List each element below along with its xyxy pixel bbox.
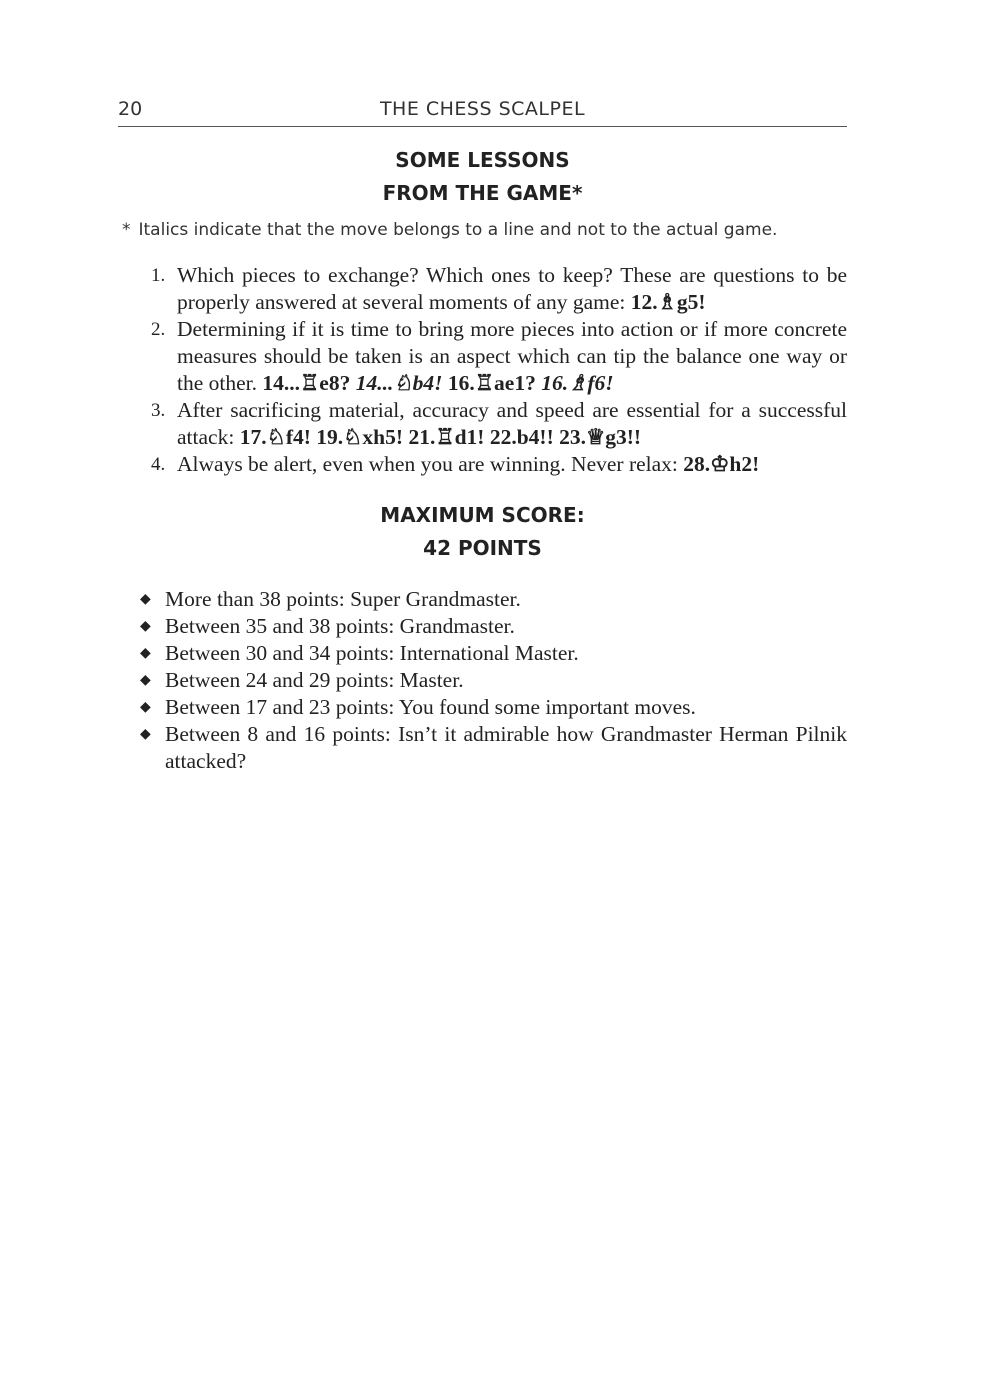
page-number: 20: [118, 98, 143, 120]
chess-move: 28.♔h2!: [683, 452, 760, 476]
chess-move: 17.♘f4!: [239, 425, 311, 449]
lesson-number: 4.: [151, 454, 166, 475]
running-header: [118, 96, 847, 127]
score-text: Between 8 and 16 points: Isn’t it admirable how Grandmaster Herman Pilnik attacked?: [165, 722, 847, 773]
chess-move: 14...♖e8?: [262, 371, 351, 395]
score-item: [118, 667, 847, 694]
chess-move: 16.♖ae1?: [447, 371, 536, 395]
chess-move-variation: 14...♘b4!: [355, 371, 443, 395]
score-heading: [118, 499, 847, 565]
lesson-number: 2.: [151, 319, 166, 340]
lesson-number: 1.: [151, 265, 166, 286]
score-heading-line1: MAXIMUM SCORE:: [380, 503, 585, 527]
score-text: Between 30 and 34 points: International Master.: [165, 641, 579, 665]
lessons-list: [118, 262, 847, 478]
footnote-text: Italics indicate that the move belongs to a line and not to the actual game.: [138, 220, 778, 240]
score-text: Between 35 and 38 points: Grandmaster.: [165, 614, 515, 638]
score-item: [118, 694, 847, 721]
lesson-item: [118, 451, 847, 478]
lessons-heading: [118, 144, 847, 210]
footnote: [122, 220, 847, 240]
chess-move: 21.♖d1!: [408, 425, 485, 449]
book-title: THE CHESS SCALPEL: [379, 98, 586, 120]
score-item: [118, 586, 847, 613]
score-text: Between 24 and 29 points: Master.: [165, 668, 464, 692]
score-item: [118, 613, 847, 640]
score-text: Between 17 and 23 points: You found some important moves.: [165, 695, 696, 719]
lesson-item: [118, 316, 847, 397]
chess-move: 22.b4!!: [489, 425, 554, 449]
lessons-heading-line2: FROM THE GAME*: [382, 181, 583, 205]
lesson-text: After sacrificing material, accuracy and speed are essential for a successful attack:: [177, 398, 847, 449]
lessons-heading-line1: SOME LESSONS: [395, 148, 570, 172]
lesson-number: 3.: [151, 400, 166, 421]
lesson-text: Determining if it is time to bring more pieces into action or if more concrete measures should be taken is an aspect which can tip the balance one way or the other.: [177, 317, 847, 395]
lesson-item: [118, 262, 847, 316]
score-list: [118, 586, 847, 775]
lesson-item: [118, 397, 847, 451]
lesson-text: Always be alert, even when you are winning. Never relax:: [177, 452, 678, 476]
diamond-bullet-icon: ◆: [140, 700, 151, 715]
chess-move-variation: 16.♗f6!: [541, 371, 614, 395]
score-item: [118, 721, 847, 775]
diamond-bullet-icon: ◆: [140, 592, 151, 607]
diamond-bullet-icon: ◆: [140, 619, 151, 634]
book-page: [118, 0, 847, 1383]
chess-move: 19.♘xh5!: [316, 425, 404, 449]
diamond-bullet-icon: ◆: [140, 646, 151, 661]
score-item: [118, 640, 847, 667]
score-heading-line2: 42 POINTS: [423, 536, 542, 560]
chess-move: 23.♕g3!!: [559, 425, 642, 449]
diamond-bullet-icon: ◆: [140, 727, 151, 742]
chess-move: 12.♗g5!: [630, 290, 706, 314]
score-text: More than 38 points: Super Grandmaster.: [165, 587, 521, 611]
footnote-mark: *: [122, 220, 131, 240]
lesson-text: Which pieces to exchange? Which ones to keep? These are questions to be properly answered at several moments of any game:: [177, 263, 847, 314]
diamond-bullet-icon: ◆: [140, 673, 151, 688]
